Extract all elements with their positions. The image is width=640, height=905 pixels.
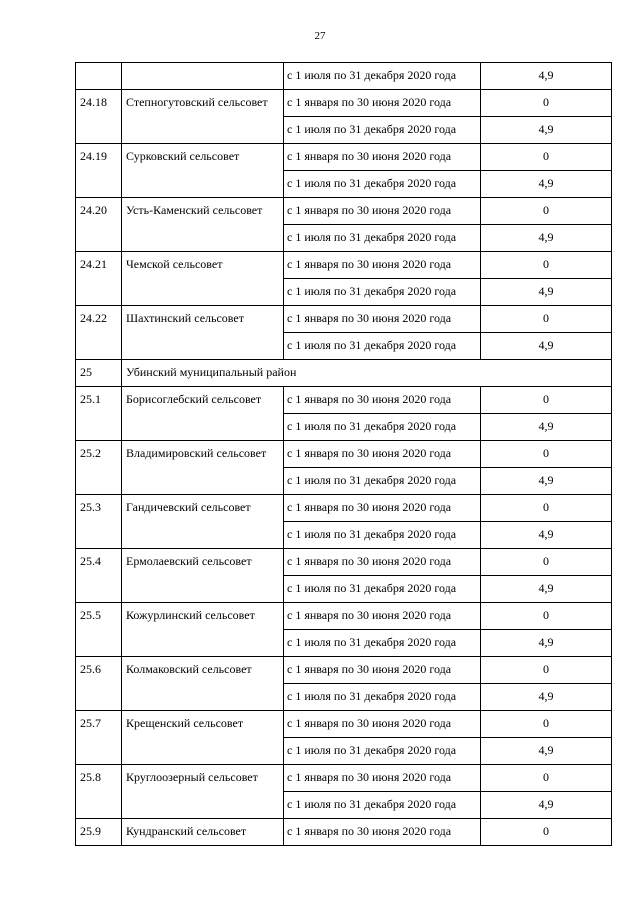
period-cell: с 1 января по 30 июня 2020 года xyxy=(284,90,481,117)
rate-value-cell: 0 xyxy=(481,549,612,576)
settlement-name-cell: Круглоозерный сельсовет xyxy=(122,765,284,819)
rate-value-cell: 0 xyxy=(481,819,612,846)
settlement-name-cell: Степногутовский сельсовет xyxy=(122,90,284,144)
rate-value-cell: 0 xyxy=(481,603,612,630)
rates-table xyxy=(75,62,612,846)
row-number-cell: 25.8 xyxy=(76,765,122,819)
table-row xyxy=(76,306,612,333)
table-row xyxy=(76,387,612,414)
district-row xyxy=(76,360,612,387)
rate-value-cell: 0 xyxy=(481,306,612,333)
period-cell: с 1 января по 30 июня 2020 года xyxy=(284,144,481,171)
table-row xyxy=(76,252,612,279)
district-name-cell: Убинский муниципальный район xyxy=(122,360,612,387)
period-cell: с 1 января по 30 июня 2020 года xyxy=(284,198,481,225)
period-cell: с 1 января по 30 июня 2020 года xyxy=(284,441,481,468)
period-cell: с 1 июля по 31 декабря 2020 года xyxy=(284,279,481,306)
rate-value-cell: 4,9 xyxy=(481,468,612,495)
period-cell: с 1 января по 30 июня 2020 года xyxy=(284,306,481,333)
settlement-name-cell: Кундранский сельсовет xyxy=(122,819,284,846)
period-cell: с 1 июля по 31 декабря 2020 года xyxy=(284,117,481,144)
settlement-name-cell: Усть-Каменский сельсовет xyxy=(122,198,284,252)
period-cell: с 1 января по 30 июня 2020 года xyxy=(284,549,481,576)
rate-value-cell: 4,9 xyxy=(481,279,612,306)
row-number-cell: 24.21 xyxy=(76,252,122,306)
table-row xyxy=(76,495,612,522)
settlement-name-cell: Колмаковский сельсовет xyxy=(122,657,284,711)
settlement-name-cell: Борисоглебский сельсовет xyxy=(122,387,284,441)
table-row xyxy=(76,198,612,225)
period-cell: с 1 июля по 31 декабря 2020 года xyxy=(284,738,481,765)
period-cell: с 1 июля по 31 декабря 2020 года xyxy=(284,414,481,441)
settlement-name-cell: Крещенский сельсовет xyxy=(122,711,284,765)
settlement-name-cell: Кожурлинский сельсовет xyxy=(122,603,284,657)
rate-value-cell: 0 xyxy=(481,144,612,171)
row-number-cell: 25.9 xyxy=(76,819,122,846)
table-row xyxy=(76,144,612,171)
row-number-cell: 25.4 xyxy=(76,549,122,603)
row-number-cell xyxy=(76,63,122,90)
table-row xyxy=(76,711,612,738)
settlement-name-cell xyxy=(122,63,284,90)
settlement-name-cell: Владимировский сельсовет xyxy=(122,441,284,495)
rate-value-cell: 0 xyxy=(481,90,612,117)
row-number-cell: 24.18 xyxy=(76,90,122,144)
rate-value-cell: 0 xyxy=(481,765,612,792)
rate-value-cell: 0 xyxy=(481,387,612,414)
period-cell: с 1 января по 30 июня 2020 года xyxy=(284,603,481,630)
period-cell: с 1 января по 30 июня 2020 года xyxy=(284,711,481,738)
rate-value-cell: 0 xyxy=(481,657,612,684)
period-cell: с 1 июля по 31 декабря 2020 года xyxy=(284,684,481,711)
rate-value-cell: 0 xyxy=(481,252,612,279)
table-row xyxy=(76,63,612,90)
rate-value-cell: 0 xyxy=(481,495,612,522)
rate-value-cell: 4,9 xyxy=(481,171,612,198)
settlement-name-cell: Гандичевский сельсовет xyxy=(122,495,284,549)
settlement-name-cell: Ермолаевский сельсовет xyxy=(122,549,284,603)
rate-value-cell: 4,9 xyxy=(481,576,612,603)
period-cell: с 1 января по 30 июня 2020 года xyxy=(284,819,481,846)
period-cell: с 1 января по 30 июня 2020 года xyxy=(284,495,481,522)
rate-value-cell: 0 xyxy=(481,711,612,738)
row-number-cell: 25.2 xyxy=(76,441,122,495)
period-cell: с 1 июля по 31 декабря 2020 года xyxy=(284,225,481,252)
period-cell: с 1 июля по 31 декабря 2020 года xyxy=(284,171,481,198)
rate-value-cell: 4,9 xyxy=(481,414,612,441)
rate-value-cell: 0 xyxy=(481,198,612,225)
rate-value-cell: 4,9 xyxy=(481,522,612,549)
period-cell: с 1 июля по 31 декабря 2020 года xyxy=(284,792,481,819)
rate-value-cell: 4,9 xyxy=(481,63,612,90)
page-number: 27 xyxy=(314,30,326,42)
settlement-name-cell: Шахтинский сельсовет xyxy=(122,306,284,360)
period-cell: с 1 января по 30 июня 2020 года xyxy=(284,387,481,414)
row-number-cell: 25.7 xyxy=(76,711,122,765)
table-row xyxy=(76,603,612,630)
settlement-name-cell: Сурковский сельсовет xyxy=(122,144,284,198)
rate-value-cell: 4,9 xyxy=(481,738,612,765)
row-number-cell: 24.22 xyxy=(76,306,122,360)
table-row xyxy=(76,441,612,468)
row-number-cell: 25 xyxy=(76,360,122,387)
table-row xyxy=(76,90,612,117)
period-cell: с 1 января по 30 июня 2020 года xyxy=(284,657,481,684)
period-cell: с 1 июля по 31 декабря 2020 года xyxy=(284,63,481,90)
rate-value-cell: 4,9 xyxy=(481,117,612,144)
row-number-cell: 25.1 xyxy=(76,387,122,441)
table-row xyxy=(76,819,612,846)
row-number-cell: 24.19 xyxy=(76,144,122,198)
period-cell: с 1 января по 30 июня 2020 года xyxy=(284,765,481,792)
period-cell: с 1 июля по 31 декабря 2020 года xyxy=(284,333,481,360)
rate-value-cell: 4,9 xyxy=(481,333,612,360)
row-number-cell: 25.5 xyxy=(76,603,122,657)
row-number-cell: 25.6 xyxy=(76,657,122,711)
period-cell: с 1 января по 30 июня 2020 года xyxy=(284,252,481,279)
row-number-cell: 24.20 xyxy=(76,198,122,252)
row-number-cell: 25.3 xyxy=(76,495,122,549)
period-cell: с 1 июля по 31 декабря 2020 года xyxy=(284,468,481,495)
period-cell: с 1 июля по 31 декабря 2020 года xyxy=(284,576,481,603)
period-cell: с 1 июля по 31 декабря 2020 года xyxy=(284,630,481,657)
period-cell: с 1 июля по 31 декабря 2020 года xyxy=(284,522,481,549)
table-row xyxy=(76,549,612,576)
rate-value-cell: 4,9 xyxy=(481,225,612,252)
rate-value-cell: 4,9 xyxy=(481,792,612,819)
table-row xyxy=(76,657,612,684)
rate-value-cell: 4,9 xyxy=(481,630,612,657)
settlement-name-cell: Чемской сельсовет xyxy=(122,252,284,306)
rate-value-cell: 0 xyxy=(481,441,612,468)
rate-value-cell: 4,9 xyxy=(481,684,612,711)
table-row xyxy=(76,765,612,792)
